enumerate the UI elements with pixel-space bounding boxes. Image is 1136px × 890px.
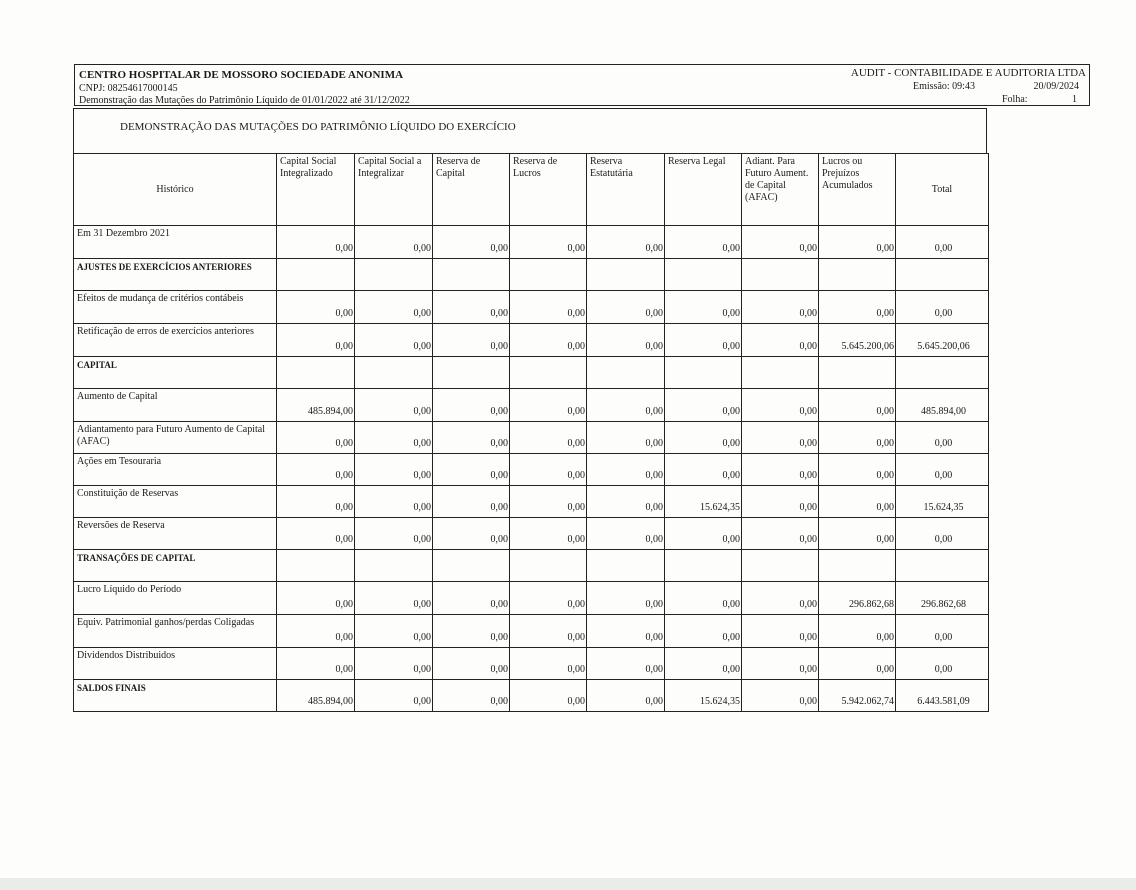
total-cell: 0,00: [896, 291, 989, 324]
row-label: Reversões de Reserva: [74, 518, 277, 550]
report-title: DEMONSTRAÇÃO DAS MUTAÇÕES DO PATRIMÔNIO LÍQUIDO DO EXERCÍCIO: [120, 121, 516, 133]
total-cell: 15.624,35: [896, 486, 989, 518]
value-cell: 0,00: [665, 389, 742, 422]
row-label: Constituição de Reservas: [74, 486, 277, 518]
value-cell: [510, 550, 587, 582]
value-cell: 0,00: [819, 422, 896, 454]
value-cell: 0,00: [819, 518, 896, 550]
value-cell: 0,00: [665, 422, 742, 454]
value-cell: 0,00: [665, 291, 742, 324]
value-cell: [819, 550, 896, 582]
value-cell: 296.862,68: [819, 582, 896, 615]
row-label: Lucro Líquido do Período: [74, 582, 277, 615]
value-cell: 0,00: [433, 226, 510, 259]
value-cell: [665, 259, 742, 291]
value-cell: 0,00: [742, 680, 819, 712]
emission-time: Emissão: 09:43: [913, 81, 975, 92]
section-row: [74, 550, 989, 582]
value-cell: 0,00: [355, 518, 433, 550]
value-cell: 0,00: [819, 615, 896, 648]
value-cell: 0,00: [510, 648, 587, 680]
company-name: CENTRO HOSPITALAR DE MOSSORO SOCIEDADE ANONIMA: [79, 69, 404, 81]
value-cell: 0,00: [587, 324, 665, 357]
value-cell: 0,00: [587, 648, 665, 680]
value-cell: 0,00: [510, 486, 587, 518]
value-cell: 0,00: [277, 454, 355, 486]
value-cell: [277, 550, 355, 582]
value-cell: 0,00: [433, 648, 510, 680]
value-cell: [433, 357, 510, 389]
total-cell: 485.894,00: [896, 389, 989, 422]
value-cell: 0,00: [819, 648, 896, 680]
table-row: [74, 454, 989, 486]
value-cell: [665, 550, 742, 582]
total-cell: 0,00: [896, 615, 989, 648]
column-header: Capital Social a Integralizar: [355, 154, 433, 226]
total-cell: 0,00: [896, 226, 989, 259]
value-cell: 0,00: [355, 582, 433, 615]
value-cell: 0,00: [819, 226, 896, 259]
value-cell: 0,00: [510, 324, 587, 357]
total-cell: 6.443.581,09: [896, 680, 989, 712]
section-row: [74, 680, 989, 712]
value-cell: 0,00: [587, 454, 665, 486]
value-cell: 0,00: [742, 291, 819, 324]
value-cell: [510, 357, 587, 389]
value-cell: 0,00: [355, 291, 433, 324]
column-header: Lucros ou Prejuízos Acumulados: [819, 154, 896, 226]
value-cell: [510, 259, 587, 291]
value-cell: 5.942.062,74: [819, 680, 896, 712]
report-period: Demonstração das Mutações do Patrimônio Líquido de 01/01/2022 até 31/12/2022: [79, 95, 410, 106]
value-cell: 0,00: [355, 486, 433, 518]
total-cell: 0,00: [896, 648, 989, 680]
equity-changes-table: [73, 153, 989, 712]
value-cell: 0,00: [355, 648, 433, 680]
value-cell: 0,00: [587, 582, 665, 615]
value-cell: 0,00: [277, 226, 355, 259]
table-row: [74, 648, 989, 680]
value-cell: 0,00: [510, 518, 587, 550]
row-label: Retificação de erros de exercícios anteriores: [74, 324, 277, 357]
value-cell: 0,00: [665, 615, 742, 648]
value-cell: 0,00: [510, 615, 587, 648]
row-label: Ações em Tesouraria: [74, 454, 277, 486]
value-cell: 0,00: [587, 680, 665, 712]
value-cell: [433, 550, 510, 582]
row-label: Adiantamento para Futuro Aumento de Capital (AFAC): [74, 422, 277, 454]
value-cell: 0,00: [277, 422, 355, 454]
value-cell: 0,00: [742, 389, 819, 422]
value-cell: 0,00: [742, 518, 819, 550]
value-cell: 0,00: [277, 324, 355, 357]
value-cell: 0,00: [277, 291, 355, 324]
column-header: Reserva Estatutária: [587, 154, 665, 226]
value-cell: 0,00: [587, 486, 665, 518]
total-cell: 5.645.200,06: [896, 324, 989, 357]
value-cell: 0,00: [433, 324, 510, 357]
value-cell: 0,00: [433, 615, 510, 648]
total-cell: 296.862,68: [896, 582, 989, 615]
company-cnpj: CNPJ: 08254617000145: [79, 83, 178, 94]
total-cell: [896, 259, 989, 291]
value-cell: 0,00: [742, 486, 819, 518]
value-cell: 0,00: [665, 226, 742, 259]
sheet-label: Folha:: [1002, 94, 1028, 105]
value-cell: [587, 259, 665, 291]
column-header: Capital Social Integralizado: [277, 154, 355, 226]
row-label: Dividendos Distribuidos: [74, 648, 277, 680]
value-cell: [587, 550, 665, 582]
table-row: [74, 324, 989, 357]
scan-edge: [0, 878, 1136, 890]
value-cell: [277, 259, 355, 291]
value-cell: 0,00: [742, 454, 819, 486]
value-cell: 0,00: [665, 648, 742, 680]
value-cell: 0,00: [742, 422, 819, 454]
row-label: Efeitos de mudança de critérios contábeis: [74, 291, 277, 324]
value-cell: 5.645.200,06: [819, 324, 896, 357]
value-cell: 0,00: [510, 582, 587, 615]
table-row: [74, 226, 989, 259]
report-header: [74, 64, 1090, 106]
emission-date: 20/09/2024: [1033, 81, 1079, 92]
column-header: Adiant. Para Futuro Aument. de Capital (AFAC): [742, 154, 819, 226]
value-cell: 0,00: [355, 389, 433, 422]
table-row: [74, 518, 989, 550]
auditor-name: AUDIT - CONTABILIDADE E AUDITORIA LTDA: [850, 67, 1086, 79]
row-label: Em 31 Dezembro 2021: [74, 226, 277, 259]
value-cell: 0,00: [433, 680, 510, 712]
value-cell: 0,00: [355, 680, 433, 712]
total-cell: 0,00: [896, 422, 989, 454]
total-cell: 0,00: [896, 454, 989, 486]
table-header-row: [74, 154, 989, 226]
value-cell: 0,00: [277, 648, 355, 680]
value-cell: [355, 357, 433, 389]
total-cell: 0,00: [896, 518, 989, 550]
value-cell: 0,00: [819, 291, 896, 324]
value-cell: 0,00: [742, 324, 819, 357]
value-cell: 0,00: [665, 582, 742, 615]
value-cell: 0,00: [819, 486, 896, 518]
value-cell: 0,00: [587, 615, 665, 648]
value-cell: [355, 259, 433, 291]
value-cell: 0,00: [355, 454, 433, 486]
value-cell: 0,00: [742, 648, 819, 680]
value-cell: [355, 550, 433, 582]
value-cell: [665, 357, 742, 389]
value-cell: 0,00: [433, 389, 510, 422]
value-cell: 0,00: [433, 518, 510, 550]
value-cell: 0,00: [355, 324, 433, 357]
table-row: [74, 582, 989, 615]
value-cell: 15.624,35: [665, 486, 742, 518]
value-cell: [433, 259, 510, 291]
value-cell: 0,00: [433, 291, 510, 324]
value-cell: 0,00: [665, 518, 742, 550]
value-cell: 0,00: [277, 615, 355, 648]
value-cell: [819, 357, 896, 389]
value-cell: 0,00: [433, 422, 510, 454]
table-row: [74, 615, 989, 648]
total-cell: [896, 357, 989, 389]
value-cell: 0,00: [510, 454, 587, 486]
value-cell: 0,00: [433, 582, 510, 615]
report-title-box: [73, 108, 987, 154]
section-row: [74, 259, 989, 291]
value-cell: 0,00: [510, 291, 587, 324]
value-cell: 0,00: [742, 582, 819, 615]
value-cell: 15.624,35: [665, 680, 742, 712]
column-header: Reserva Legal: [665, 154, 742, 226]
value-cell: 0,00: [277, 518, 355, 550]
table-body: [74, 226, 989, 712]
total-cell: [896, 550, 989, 582]
value-cell: 0,00: [355, 226, 433, 259]
row-label: Equiv. Patrimonial ganhos/perdas Coligadas: [74, 615, 277, 648]
row-label: CAPITAL: [74, 357, 277, 389]
value-cell: 0,00: [510, 680, 587, 712]
value-cell: 0,00: [355, 615, 433, 648]
value-cell: 0,00: [277, 486, 355, 518]
value-cell: [742, 550, 819, 582]
value-cell: 0,00: [587, 291, 665, 324]
row-label: AJUSTES DE EXERCÍCIOS ANTERIORES: [74, 259, 277, 291]
column-header: Total: [896, 154, 989, 226]
value-cell: [587, 357, 665, 389]
table-row: [74, 422, 989, 454]
value-cell: 0,00: [587, 226, 665, 259]
value-cell: 0,00: [665, 454, 742, 486]
value-cell: 0,00: [742, 615, 819, 648]
table-row: [74, 389, 989, 422]
row-label: TRANSAÇÕES DE CAPITAL: [74, 550, 277, 582]
value-cell: [819, 259, 896, 291]
value-cell: 0,00: [355, 422, 433, 454]
table-row: [74, 486, 989, 518]
value-cell: 0,00: [742, 226, 819, 259]
value-cell: 0,00: [433, 454, 510, 486]
row-label: SALDOS FINAIS: [74, 680, 277, 712]
value-cell: 0,00: [277, 582, 355, 615]
value-cell: 0,00: [510, 226, 587, 259]
value-cell: 485.894,00: [277, 680, 355, 712]
table-row: [74, 291, 989, 324]
value-cell: [742, 357, 819, 389]
column-header: Histórico: [74, 154, 277, 226]
column-header: Reserva de Capital: [433, 154, 510, 226]
value-cell: 0,00: [510, 422, 587, 454]
sheet-number: 1: [1072, 94, 1077, 105]
value-cell: 0,00: [587, 518, 665, 550]
column-header: Reserva de Lucros: [510, 154, 587, 226]
value-cell: [742, 259, 819, 291]
value-cell: 0,00: [587, 389, 665, 422]
section-row: [74, 357, 989, 389]
value-cell: 485.894,00: [277, 389, 355, 422]
value-cell: 0,00: [819, 454, 896, 486]
row-label: Aumento de Capital: [74, 389, 277, 422]
value-cell: 0,00: [665, 324, 742, 357]
value-cell: 0,00: [819, 389, 896, 422]
value-cell: [277, 357, 355, 389]
value-cell: 0,00: [433, 486, 510, 518]
value-cell: 0,00: [587, 422, 665, 454]
value-cell: 0,00: [510, 389, 587, 422]
